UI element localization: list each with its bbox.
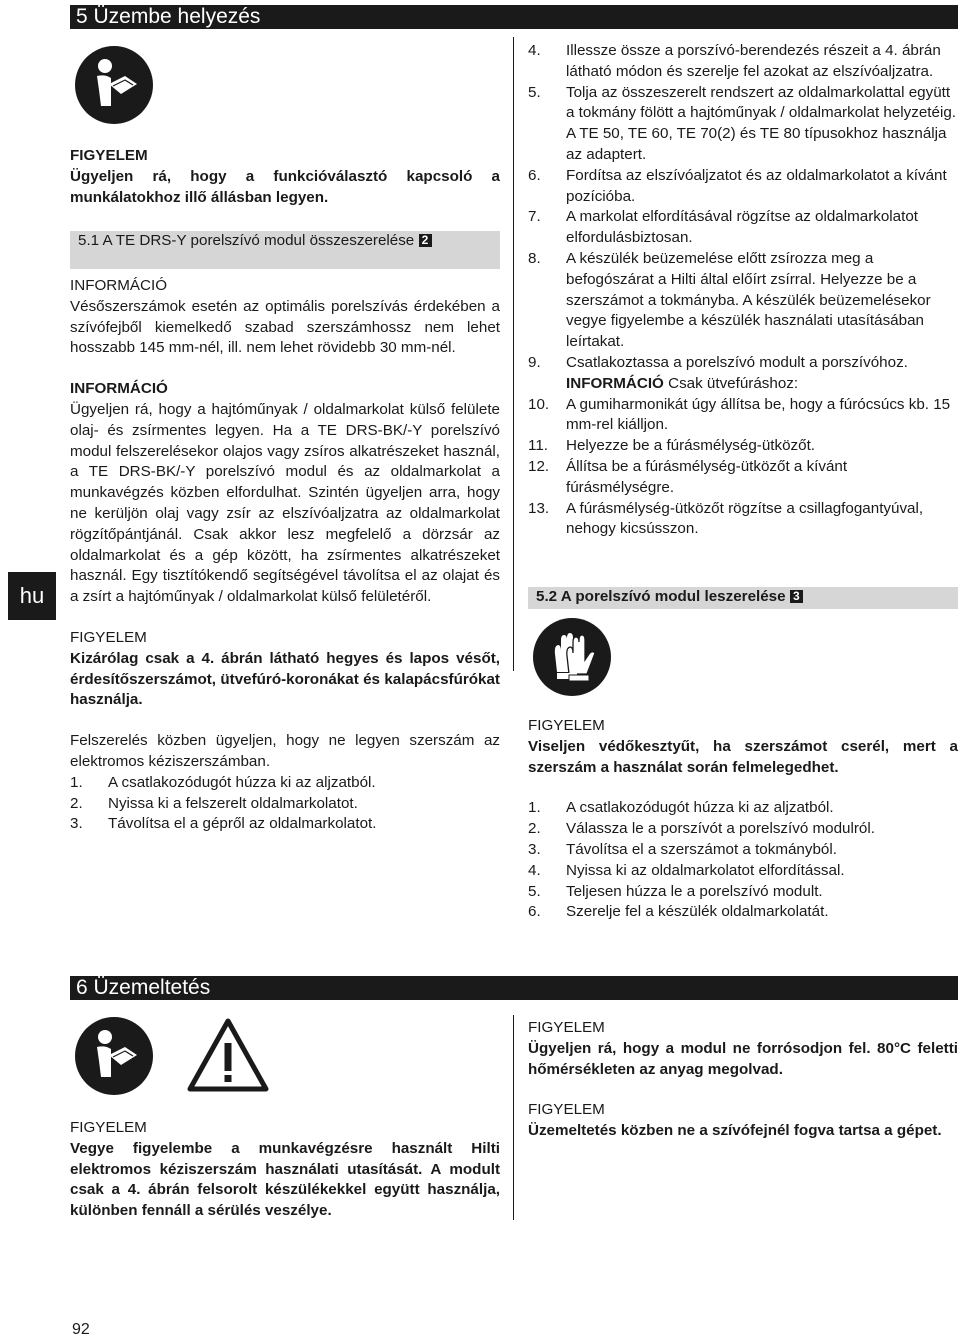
section-5-2-body (528, 716, 958, 923)
info-label: INFORMÁCIÓ (70, 380, 168, 398)
warning-label: FIGYELEM (70, 1119, 147, 1136)
section-6-left-body (70, 1118, 500, 1222)
list-item: 1. A csatlakozódugót húzza ki az aljzatból. (70, 773, 376, 791)
list-item: 4. Nyissa ki az oldalmarkolatot elfordítással. (528, 861, 845, 879)
section-6-right-body (528, 1018, 958, 1142)
figure-ref: 3 (790, 590, 803, 603)
steps-list (70, 773, 500, 835)
list-item: 9. Csatlakoztassa a porelszívó modult a porszívóhoz. (528, 353, 908, 371)
figure-ref: 2 (419, 234, 432, 247)
intro-text: Felszerelés közben ügyeljen, hogy ne legyen szerszám az elektromos kéziszerszámban. (70, 732, 500, 770)
warning-label: FIGYELEM (528, 717, 605, 734)
info-label: INFORMÁCIÓ (566, 374, 664, 392)
list-item: 6. Fordítsa az elszívóaljzatot és az oldalmarkolatot a kívánt pozícióba. (528, 166, 947, 205)
column-divider (513, 37, 514, 671)
list-item: INFORMÁCIÓ Csak ütvefúráshoz: (566, 374, 799, 392)
subsection-title-text: 5.2 A porelszívó modul leszerelése (536, 588, 786, 605)
list-item: 2. Válassza le a porszívót a porelszívó modulról. (528, 820, 875, 838)
warning-label: FIGYELEM (528, 1019, 605, 1036)
section-5-1-left-body (70, 276, 500, 835)
list-item: 5. Tolja az összeszerelt rendszert az oldalmarkolattal együtt a tokmány fölött a hajtóműnyak / oldalmarkolat helyzetéig. A TE 50, TE 60, TE 70(2) és TE 80 típusokhoz használja az adaptert. (528, 83, 957, 163)
warning-label: FIGYELEM (70, 628, 147, 646)
warning-text: Ügyeljen rá, hogy a funkcióválasztó kapcsoló a munkálatokhoz illő állásban legyen. (70, 167, 500, 206)
list-item: 3. Távolítsa el a szerszámot a tokmányból. (528, 840, 837, 858)
list-item: 11. Helyezze be a fúrásmélység-ütközőt. (528, 437, 816, 455)
info-text: Ügyeljen rá, hogy a hajtóműnyak / oldalmarkolat külső felülete olaj- és zsírmentes legyen. Ha a TE DRS-BK/-Y porelszívó modul felszerelésekor olajos vagy zsíros alkatrészeket használ, a TE DRS-BK/-Y porelszívó modul és az oldalmarkolat a munkavégzés közben elfordulhat. Szintén ügyeljen arra, hogy ne kerüljön olaj vagy zsír az elszívóaljzatra az oldalmarkolat rögzítőpántjánál. Csak akkor lesz megfelelő a dörzsár az oldalmarkolat és a gép között, ha zsírmentes alkatrészeket használ. Egy tisztítókendő segítségével távolítsa el az olajat és a zsírt a hajtóműnyak / oldalmarkolat külső felületéről. (70, 400, 500, 606)
language-tab: hu (8, 572, 56, 620)
warning-triangle-icon (186, 1017, 270, 1093)
list-item: 5. Teljesen húzza le a porelszívó modult. (528, 882, 823, 900)
warning-text: Viseljen védőkesztyűt, ha szerszámot cserél, mert a szerszám a használat során felmelegedhet. (528, 737, 958, 776)
steps-list (528, 41, 958, 540)
section-5-title: 5 Üzembe helyezés (70, 5, 958, 29)
warning-text: Ügyeljen rá, hogy a modul ne forrósodjon fel. 80°C feletti hőmérsékleten az anyag megolvad. (528, 1039, 958, 1078)
info-text: Vésőszerszámok esetén az optimális porelszívás érdekében a szívófejből kiemelkedő szabad szerszámhossz nem lehet hosszabb 145 mm-nél, ill. nem lehet rövidebb 30 mm-nél. (70, 297, 500, 357)
subsection-5-2-title (528, 587, 958, 609)
read-manual-icon (75, 46, 153, 124)
gloves-icon (533, 618, 611, 696)
list-item: 8. A készülék beüzemelése előtt zsírozza meg a befogószárat a Hilti által előírt zsírral. Helyezze be a szerszámot a tokmányba. A készülék beüzemelésekor vegye figyelembe a készülék használati utasításában leírtakat. (528, 249, 931, 351)
list-item: 1. A csatlakozódugót húzza ki az aljzatból. (528, 799, 834, 817)
section-5-left-column (70, 146, 500, 208)
list-item: 3. Távolítsa el a gépről az oldalmarkolatot. (70, 815, 377, 833)
list-item: 6. Szerelje fel a készülék oldalmarkolatát. (528, 903, 829, 921)
section-5-1-right-body (528, 41, 958, 540)
list-item: 7. A markolat elfordításával rögzítse az oldalmarkolatot elfordulásbiztosan. (528, 208, 919, 247)
subsection-title-text: 5.1 A TE DRS-Y porelszívó modul összeszerelése (78, 232, 415, 249)
list-item: 2. Nyissa ki a felszerelt oldalmarkolatot. (70, 794, 358, 812)
column-divider (513, 1015, 514, 1220)
list-item: 13. A fúrásmélység-ütközőt rögzítse a csillagfogantyúval, nehogy kicsússzon. (528, 499, 924, 538)
read-manual-icon (75, 1017, 153, 1095)
warning-text: Kizárólag csak a 4. ábrán látható hegyes és lapos vésőt, érdesítőszerszámot, ütvefúró-koronákat és kalapácsfúrókat használja. (70, 649, 500, 709)
page-number: 92 (72, 1321, 90, 1338)
warning-label: FIGYELEM (528, 1101, 605, 1119)
list-item: 4. Illessze össze a porszívó-berendezés részeit a 4. ábrán látható módon és szerelje fel azokat az elszívóaljzatra. (528, 42, 941, 80)
warning-text: Vegye figyelembe a munkavégzésre használt Hilti elektromos kéziszerszám használati utasítását. A modult csak a 4. ábrán felsorolt készülékekkel együtt használja, különben fennáll a sérülés veszélye. (70, 1139, 500, 1220)
section-6-title: 6 Üzemeltetés (70, 976, 958, 1000)
warning-label: FIGYELEM (70, 147, 148, 164)
info-label: INFORMÁCIÓ (70, 277, 168, 294)
warning-text: Üzemeltetés közben ne a szívófejnél fogva tartsa a gépet. (528, 1122, 942, 1140)
subsection-5-1-title (70, 231, 500, 269)
steps-list (528, 798, 958, 923)
list-item: 10. A gumiharmonikát úgy állítsa be, hogy a fúrócsúcs kb. 15 mm-rel kiálljon. (528, 395, 951, 434)
list-item: 12. Állítsa be a fúrásmélység-ütközőt a kívánt fúrásmélységre. (528, 457, 848, 496)
